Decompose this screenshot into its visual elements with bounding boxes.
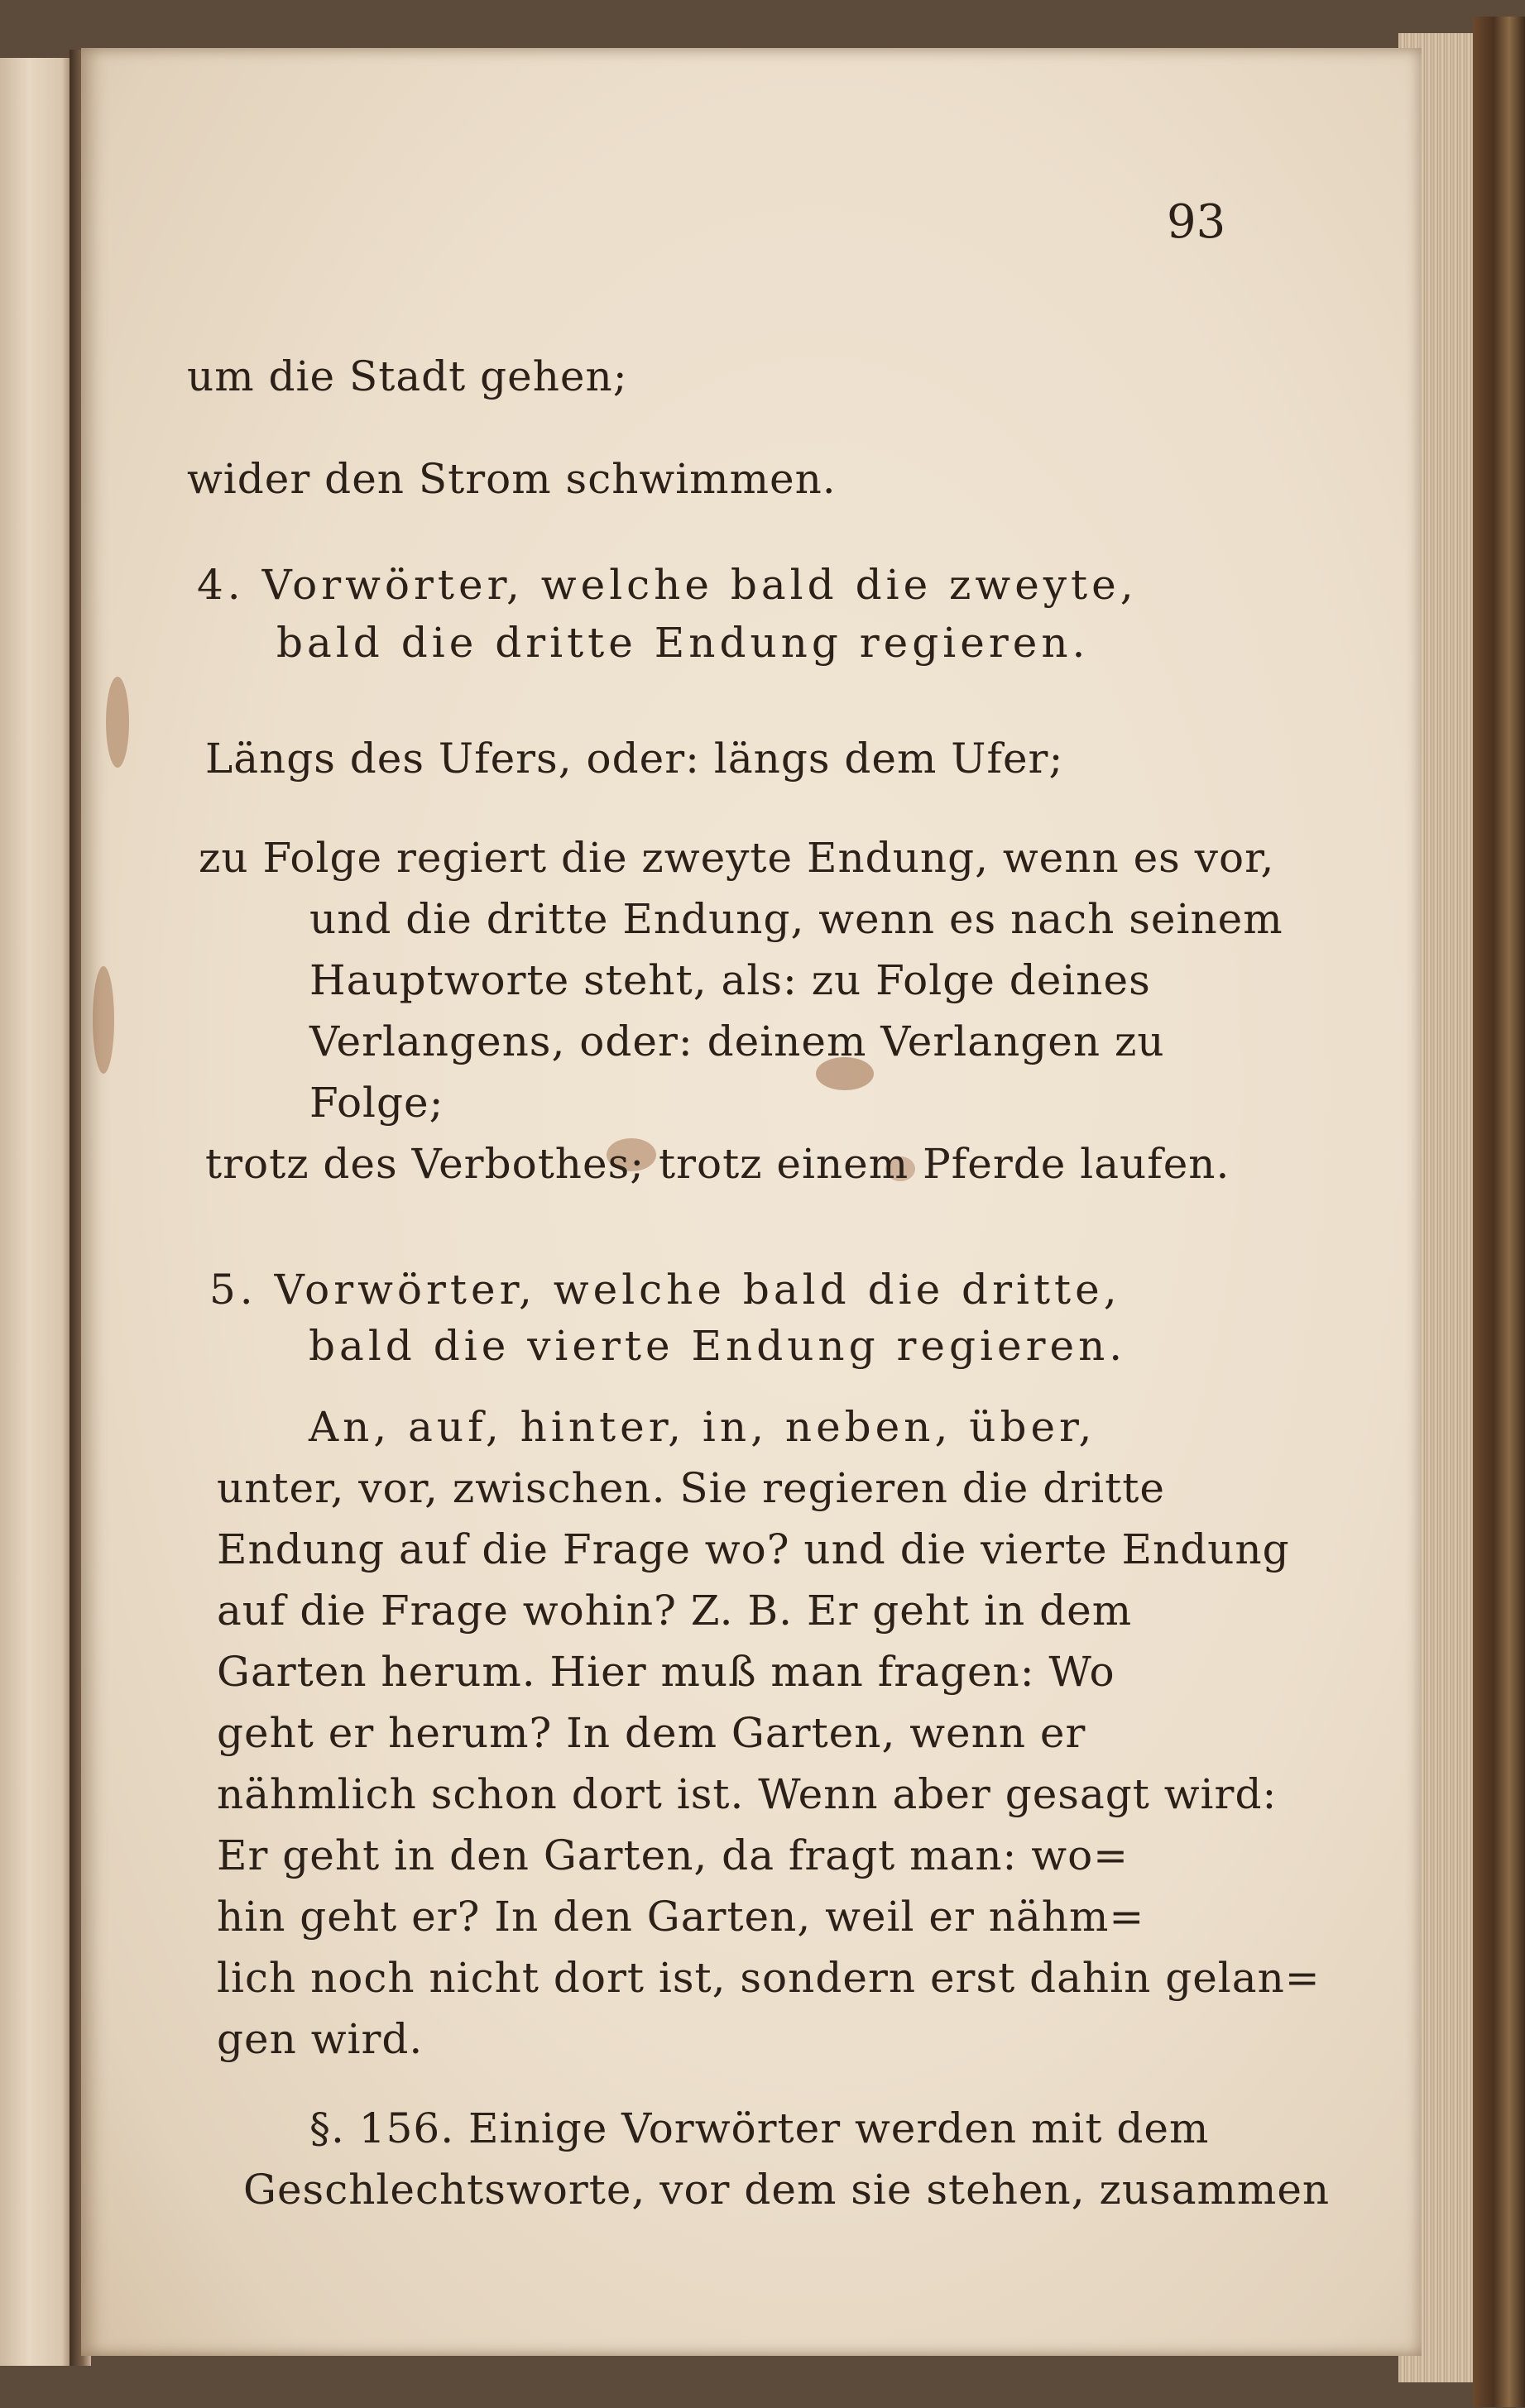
previous-page-edge [0,58,73,2366]
text-line: Garten herum. Hier muß man fragen: Wo [217,1648,1115,1696]
text-line: Verlangens, oder: deinem Verlangen zu [309,1017,1165,1065]
text-line: lich noch nicht dort ist, sondern erst dahin gelan= [217,1954,1321,2002]
section-heading: 5. Vorwörter, welche bald die dritte, [209,1266,1121,1314]
text-line: zu Folge regiert die zweyte Endung, wenn es vor, [199,834,1275,882]
text-line: geht er herum? In dem Garten, wenn er [217,1709,1086,1757]
text-line: An, auf, hinter, in, neben, über, [309,1403,1096,1451]
section-heading: 4. Vorwörter, welche bald die zweyte, [197,561,1138,609]
text-line: Hauptworte steht, als: zu Folge deines [309,956,1151,1004]
page-text [81,48,1422,2356]
book-cover-edge [1473,17,1525,2407]
text-line: um die Stadt gehen; [187,352,628,400]
text-line: Folge; [309,1079,444,1127]
text-line: und die dritte Endung, wenn es nach seinem [309,895,1283,943]
text-line: Endung auf die Frage wo? und die vierte Endung [217,1525,1290,1573]
text-line: nähmlich schon dort ist. Wenn aber gesagt wird: [217,1770,1278,1818]
text-line: Geschlechtsworte, vor dem sie stehen, zusammen [243,2166,1331,2214]
text-line: Er geht in den Garten, da fragt man: wo= [217,1831,1129,1879]
text-line: wider den Strom schwimmen. [187,455,837,503]
page-number: 93 [1167,195,1226,249]
section-heading: bald die dritte Endung regieren. [276,619,1090,667]
book-page [81,48,1422,2356]
text-line: auf die Frage wohin? Z. B. Er geht in dem [217,1587,1133,1635]
text-line: gen wird. [217,2015,424,2063]
text-line: unter, vor, zwischen. Sie regieren die dritte [217,1464,1165,1512]
paragraph-start: §. 156. Einige Vorwörter werden mit dem [309,2104,1210,2152]
text-line: trotz des Verbothes; trotz einem Pferde laufen. [205,1140,1230,1188]
text-line: Längs des Ufers, oder: längs dem Ufer; [205,735,1064,783]
section-heading: bald die vierte Endung regieren. [309,1322,1127,1370]
text-line: hin geht er? In den Garten, weil er nähm= [217,1893,1145,1941]
